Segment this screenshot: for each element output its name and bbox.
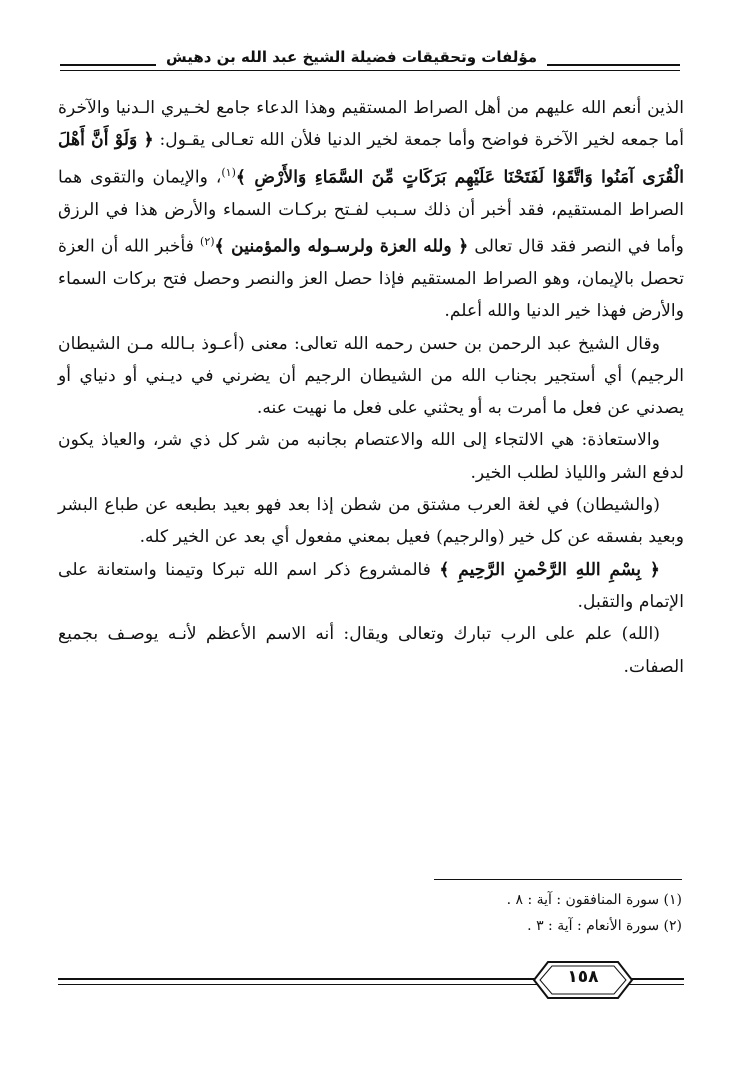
page-header [60, 44, 680, 78]
quran-verse: ﴿ وَلَوْ أَنَّ أَهْلَ الْقُرَى آمَنُوا وَاتَّقَوْا لَفَتَحْنَا عَلَيْهِم بَرَكَاتٍ مِّنَ السَّمَاءِ وَالأَرْضِ ﴾ [58, 130, 684, 188]
header-rule-thin [60, 70, 680, 71]
paragraph-1 [58, 92, 684, 328]
paragraph-text: فالمشروع ذكر اسم الله تبركا وتيمنا واستعانة على الإتمام والتقبل. [58, 559, 684, 612]
footnote-2: (٢) سورة الأنعام : آية : ٣ . [527, 918, 682, 934]
page-number: ١٥٨ [567, 967, 599, 987]
paragraph-text: فأخبر الله أن العزة تحصل بالإيمان، وهو الصراط المستقيم فإذا حصل العز والنصر وحصل فتح بركات السماء والأرض فهذا خير الدنيا والله أعلم. [58, 236, 684, 322]
paragraph-2: وقال الشيخ عبد الرحمن بن حسن رحمه الله تعالى: معنى (أعـوذ بـالله مـن الشيطان الرجيم) أي أستجير بجناب الله من الشيطان الرجيم أن يضرني في ديـني أو دنياي أو يصدني عن فعل ما أمرت به أو يحثني على فعل ما نهيت عنه. [58, 333, 684, 419]
footnote-1: (١) سورة المنافقون : آية : ٨ . [506, 892, 682, 908]
paragraph-5 [58, 554, 684, 619]
header-title: مؤلفات وتحقيقات فضيلة الشيخ عبد الله بن دهيش [156, 48, 547, 66]
paragraph-3: والاستعاذة: هي الالتجاء إلى الله والاعتصام بجانبه من شر كل ذي شر، والعياذ يكون لدفع الشر واللياذ لطلب الخير. [58, 430, 684, 483]
paragraph-6: (الله) علم على الرب تبارك وتعالى ويقال: أنه الاسم الأعظم لأنـه يوصـف بجميع الصفات. [58, 624, 684, 677]
paragraph-text: ، والإيمان والتقوى هما الصراط المستقيم، فقد أخبر أن ذلك سـبب لفـتح بركـات السماء والأرض هذا في الرزق وأما في النصر فقد قال تعالى [58, 167, 684, 257]
footnote-ref: (٢) [200, 234, 215, 248]
footnote-ref: (١) [221, 165, 236, 179]
quran-verse: ﴿ ولله العزة ولرسـوله والمؤمنين ﴾ [214, 236, 469, 257]
paragraph-text: الذين أنعم الله عليهم من أهل الصراط المستقيم وهذا الدعاء جامع لخـيري الـدنيا والآخرة أما جمعه لخير الآخرة فواضح وأما جمعة لخير الدنيا فلأن الله تعـالى يقـول: [58, 98, 684, 151]
footnotes [300, 887, 682, 939]
page-body [58, 92, 684, 683]
footnote-separator [434, 879, 682, 880]
basmala: ﴿ بِسْمِ اللهِ الرَّحْمنِ الرَّحِيمِ ﴾ [439, 559, 660, 580]
page-footer [58, 958, 684, 1002]
paragraph-4: (والشيطان) في لغة العرب مشتق من شطن إذا بعد فهو بعيد بطبعه عن طباع البشر وبعيد بفسقه عن كل خير (والرجيم) فعيل بمعني مفعول أي بعد عن الخير كله. [58, 495, 684, 548]
